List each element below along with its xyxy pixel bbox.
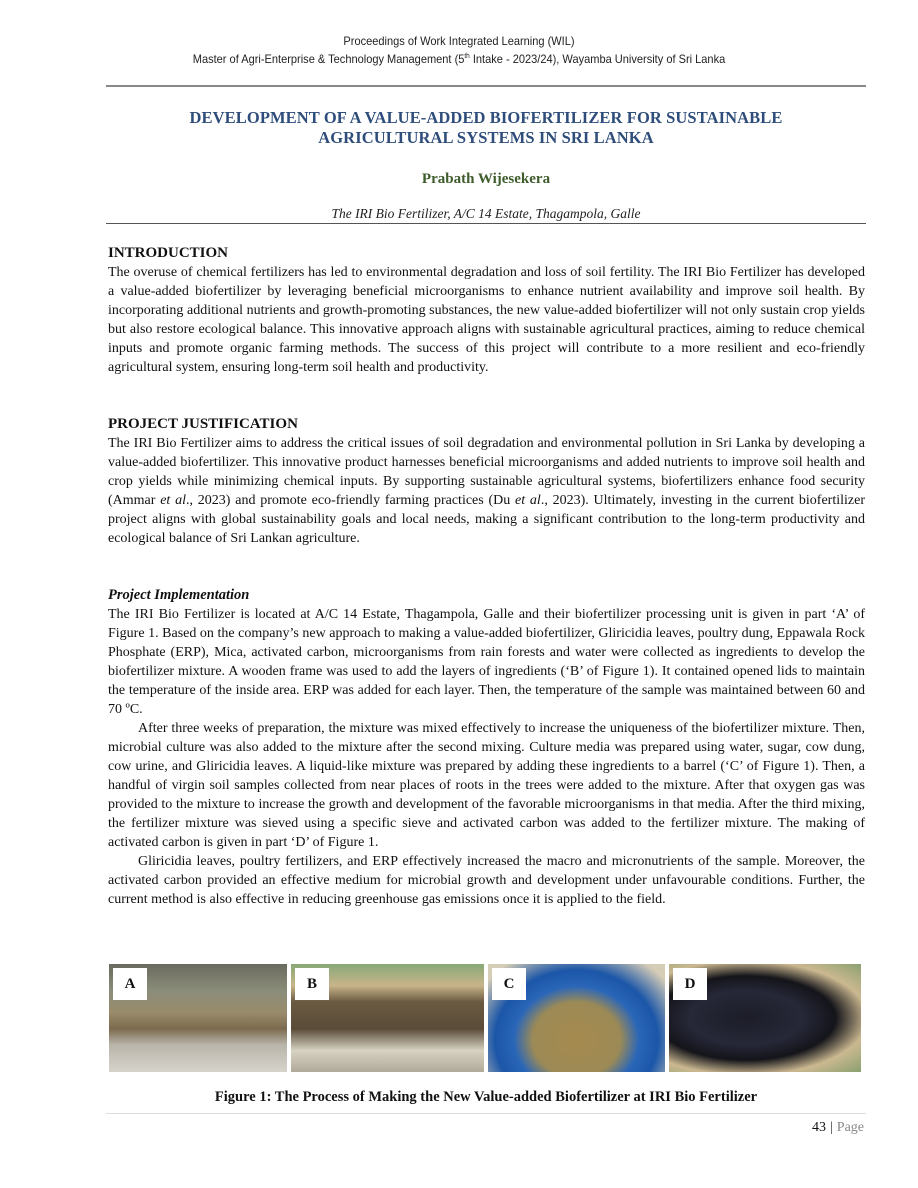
program-header <box>37 52 882 66</box>
program-header-pre: Master of Agri-Enterprise & Technology Management (5 <box>192 52 465 66</box>
panel-label-a: A <box>113 968 147 1000</box>
justification-text-b: ., 2023) and promote eco-friendly farming practices (Du <box>186 493 516 508</box>
program-header-sup: th <box>464 53 470 60</box>
introduction-heading: INTRODUCTION <box>108 245 229 261</box>
figure-panel-b-photo <box>291 964 484 1072</box>
title-divider <box>106 223 866 224</box>
figure-panel-d-photo <box>669 964 861 1072</box>
implementation-paragraph-2: After three weeks of preparation, the mixture was mixed effectively to increase the uniqueness of the biofertilizer mixture. Then, microbial culture was also added to the mixture after the second mixing. Culture media was prepared using water, sugar, cow dung, cow urine, and Gliricidia leaves. A liquid-like mixture was prepared by adding these ingredients to a barrel (‘C’ of Figure 1). Then, a handful of virgin soil samples collected from near places of roots in the trees were added to the mixture. After that oxygen gas was provided to the mixture to increase the growth and development of the favorable microorganisms in that media. After the third mixing, the fertilizer mixture was sieved using a specific sieve and activated carbon was added to the fertilizer mixture. The making of activated carbon is given in part ‘D’ of Figure 1. <box>108 721 865 850</box>
implementation-section <box>108 586 865 909</box>
page-number-value: 43 <box>811 1120 826 1135</box>
author-name: Prabath Wijesekera <box>421 171 551 187</box>
citation-etal-2: et al <box>515 493 541 508</box>
affiliation: The IRI Bio Fertilizer, A/C 14 Estate, Thagampola, Galle <box>331 206 641 221</box>
justification-text-c: ., 2023). Ultimately, investing in the current biofertilizer project aligns with global sustainability goals and local needs, making a significant contribution to the long-term productivity and ecological balance of Sri Lankan agriculture. <box>108 493 865 546</box>
paper-title-line1: DEVELOPMENT OF A VALUE-ADDED BIOFERTILIZER FOR SUSTAINABLE <box>189 108 783 127</box>
figure-panel-a-photo <box>109 964 287 1072</box>
figure-1-panels <box>109 964 865 1072</box>
footer-divider <box>106 1113 866 1114</box>
page-label: Page <box>836 1120 864 1135</box>
introduction-text: The overuse of chemical fertilizers has led to environmental degradation and loss of soil fertility. The IRI Bio Fertilizer has developed a value-added biofertilizer by leveraging beneficial microorganisms to enhance nutrient availability and improve soil health. By incorporating additional nutrients and growth-promoting substances, the new value-added biofertilizer will not only sustain crop yields but also restore ecological balance. This innovative approach aligns with sustainable agricultural practices, aiming to reduce chemical inputs and promote organic farming methods. The success of this project will contribute to a more resilient and eco-friendly agricultural system, ensuring long-term soil health and productivity. <box>108 265 865 375</box>
proceedings-header: Proceedings of Work Integrated Learning (WIL) <box>343 34 575 48</box>
paper-title-line2: AGRICULTURAL SYSTEMS IN SRI LANKA <box>318 128 654 147</box>
justification-section <box>108 415 865 548</box>
implementation-heading: Project Implementation <box>108 587 250 603</box>
program-header-post: Intake - 2023/24), Wayamba University of Sri Lanka <box>469 52 726 66</box>
justification-heading: PROJECT JUSTIFICATION <box>108 416 298 432</box>
panel-label-c: C <box>492 968 526 1000</box>
panel-label-b: B <box>295 968 329 1000</box>
introduction-section <box>108 244 865 377</box>
justification-text <box>108 434 865 548</box>
page-number <box>812 1120 864 1136</box>
header-divider <box>106 85 866 87</box>
figure-caption: Figure 1: The Process of Making the New Value-added Biofertilizer at IRI Bio Fertilizer <box>214 1089 758 1105</box>
citation-etal-1: et al <box>160 493 186 508</box>
justification-text-a: The IRI Bio Fertilizer aims to address the critical issues of soil degradation and environmental pollution in Sri Lanka by developing a value-added biofertilizer. This innovative product harnesses beneficial microorganisms and added nutrients to improve soil health and crop yields while minimizing chemical inputs. By supporting sustainable agricultural systems, biofertilizers enhance food security (Ammar <box>108 436 865 508</box>
paper-title <box>106 108 866 148</box>
implementation-paragraph-3: Gliricidia leaves, poultry fertilizers, and ERP effectively increased the macro and micronutrients of the sample. Moreover, the activated carbon provided an effective medium for microbial growth and development under unfavourable conditions. Further, the current method is also effective in reducing greenhouse gas emissions once it is applied to the field. <box>108 854 865 907</box>
page-separator: | <box>829 1120 833 1135</box>
panel-label-d: D <box>673 968 707 1000</box>
implementation-paragraph-1: The IRI Bio Fertilizer is located at A/C 14 Estate, Thagampola, Galle and their biofertilizer processing unit is given in part ‘A’ of Figure 1. Based on the company’s new approach to making a value-added biofertilizer, Gliricidia leaves, poultry dung, Eppawala Rock Phosphate (ERP), Mica, activated carbon, microorganisms from rain forests and water were collected as ingredients to develop the biofertilizer mixture. A wooden frame was used to add the layers of ingredients (‘B’ of Figure 1). It contained opened lids to maintain the temperature of the inside area. ERP was added for each layer. Then, the temperature of the sample was maintained between 60 and 70 ºC. <box>108 607 865 717</box>
figure-panel-c-photo <box>488 964 665 1072</box>
